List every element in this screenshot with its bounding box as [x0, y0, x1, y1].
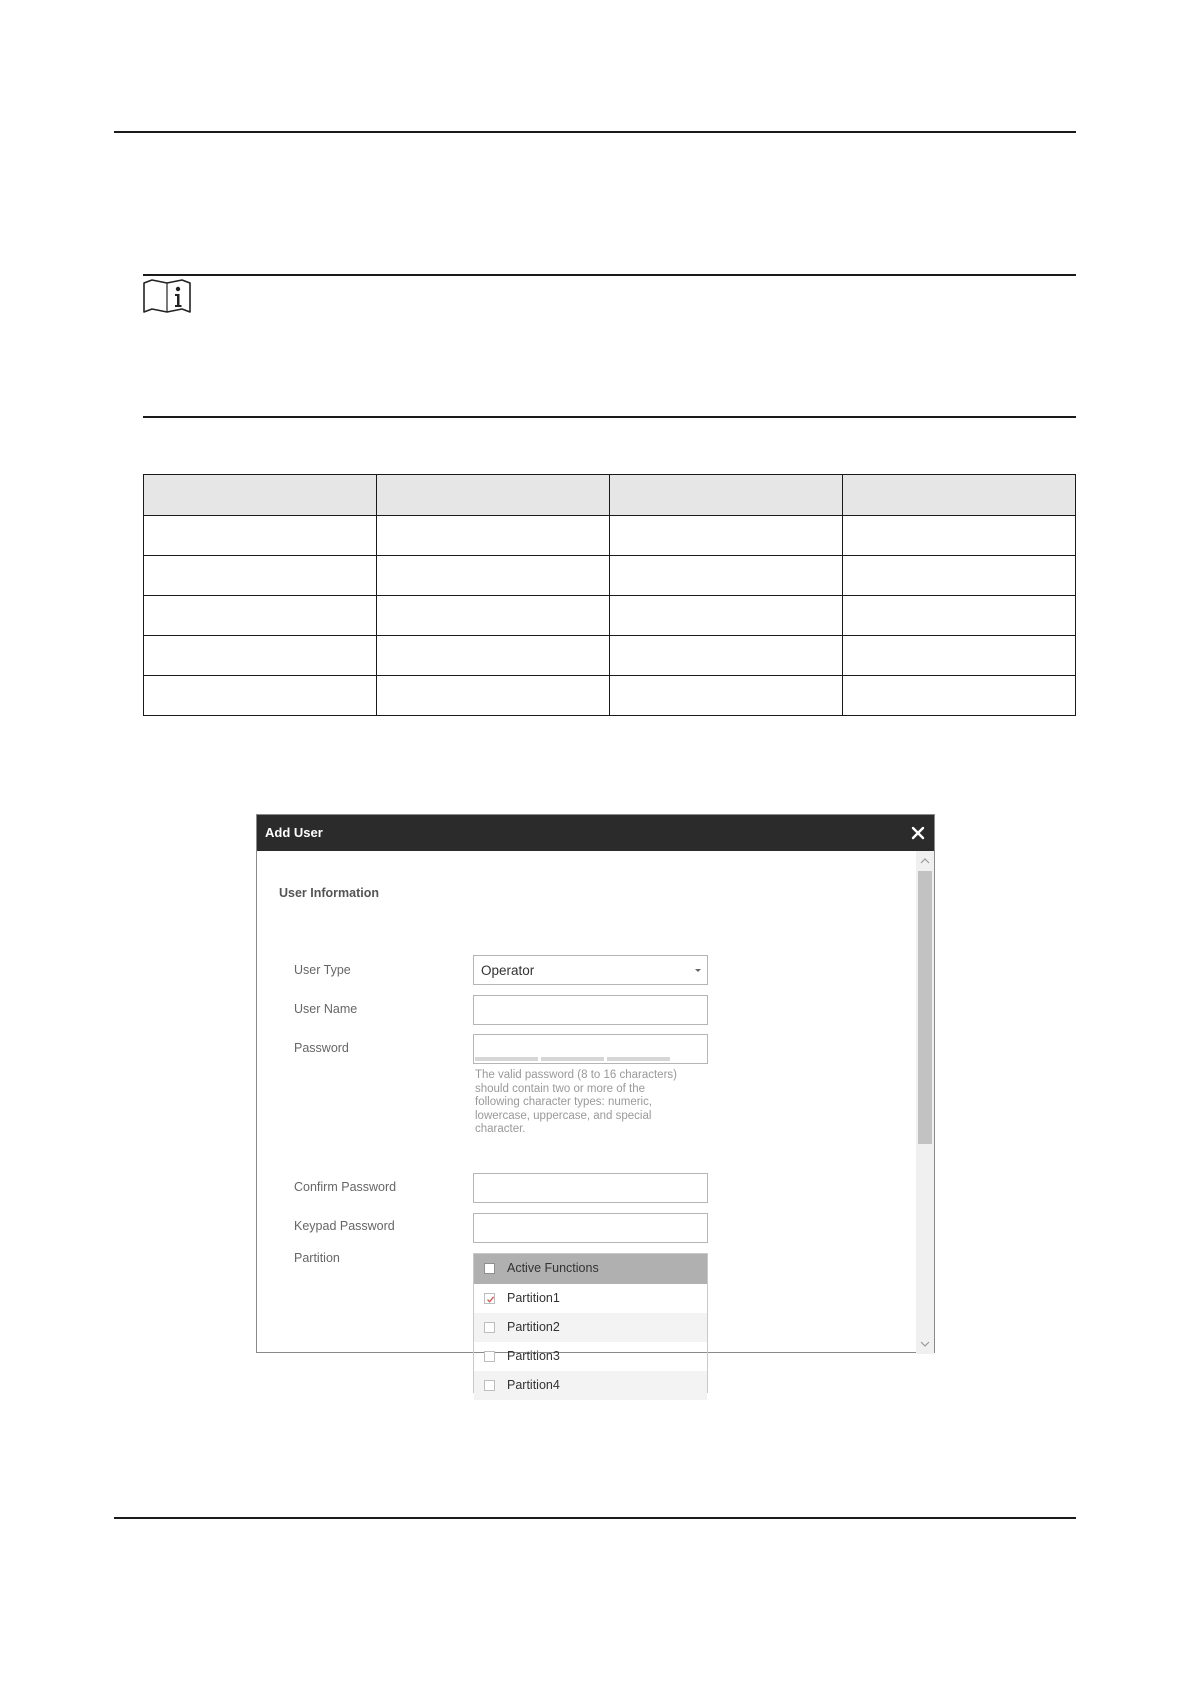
- table-cell: [843, 596, 1076, 636]
- user-type-select[interactable]: [473, 955, 708, 985]
- table-row: [144, 516, 1076, 556]
- table-cell: [377, 596, 610, 636]
- check-icon: [486, 1295, 495, 1304]
- user-name-label: User Name: [294, 1002, 358, 1016]
- partition-list: [473, 1253, 708, 1393]
- list-item[interactable]: [474, 1313, 707, 1342]
- page-footer-rule: [114, 1517, 1076, 1519]
- table-row: [144, 676, 1076, 716]
- user-type-value: Operator: [481, 963, 535, 978]
- chevron-down-icon: [695, 969, 701, 972]
- table-header-cell: [144, 475, 377, 516]
- list-item[interactable]: [474, 1284, 707, 1313]
- table-cell: [377, 516, 610, 556]
- page-header-rule: [114, 131, 1076, 133]
- list-item-label: Partition4: [507, 1377, 560, 1392]
- password-strength-segment: [607, 1057, 670, 1061]
- close-icon[interactable]: [910, 825, 926, 841]
- list-header-label: Active Functions: [507, 1261, 599, 1275]
- table-cell: [144, 676, 377, 716]
- table-header-cell: [610, 475, 843, 516]
- section-title: User Information: [279, 886, 380, 900]
- table-header-row: [144, 475, 1076, 516]
- table-cell: [377, 556, 610, 596]
- password-strength-segment: [541, 1057, 604, 1061]
- dialog-scrollbar[interactable]: [916, 851, 934, 1354]
- table-cell: [377, 636, 610, 676]
- note-book-icon: [143, 279, 191, 315]
- note-top-rule: [143, 274, 1076, 276]
- table-cell: [610, 636, 843, 676]
- partition4-checkbox[interactable]: [484, 1380, 495, 1391]
- table-cell: [610, 556, 843, 596]
- chevron-down-icon[interactable]: [920, 1340, 930, 1348]
- dialog-body: [257, 851, 917, 1392]
- confirm-password-label: Confirm Password: [294, 1180, 397, 1194]
- note-bottom-rule: [143, 416, 1076, 418]
- list-item[interactable]: [474, 1342, 707, 1371]
- table-header-cell: [377, 475, 610, 516]
- table-row: [144, 556, 1076, 596]
- password-label: Password: [294, 1041, 349, 1055]
- table-cell: [377, 676, 610, 716]
- list-item[interactable]: [474, 1371, 707, 1400]
- table-cell: [610, 516, 843, 556]
- table-cell: [144, 596, 377, 636]
- partition1-checkbox[interactable]: [484, 1293, 495, 1304]
- partition-label: Partition: [294, 1251, 340, 1265]
- user-name-input[interactable]: [473, 995, 708, 1025]
- confirm-password-input[interactable]: [473, 1173, 708, 1203]
- content-table: [143, 474, 1076, 716]
- keypad-password-label: Keypad Password: [294, 1219, 395, 1233]
- table-cell: [144, 516, 377, 556]
- table-row: [144, 636, 1076, 676]
- dialog-header: [257, 815, 934, 851]
- add-user-dialog: [256, 814, 935, 1392]
- table-cell: [610, 596, 843, 636]
- partition3-checkbox[interactable]: [484, 1351, 495, 1362]
- password-hint: The valid password (8 to 16 characters) should contain two or more of the following character types: numeric, lowercase, uppercase, and special character.: [475, 1069, 677, 1135]
- table-cell: [843, 676, 1076, 716]
- dialog-title: Add User: [265, 825, 323, 840]
- partition2-checkbox[interactable]: [484, 1322, 495, 1333]
- password-strength-segment: [475, 1057, 538, 1061]
- chevron-up-icon[interactable]: [920, 857, 930, 865]
- user-type-label: User Type: [294, 963, 351, 977]
- table-cell: [843, 556, 1076, 596]
- table-cell: [843, 516, 1076, 556]
- table-cell: [610, 676, 843, 716]
- table-cell: [144, 556, 377, 596]
- list-item-label: Partition2: [507, 1319, 560, 1334]
- table-row: [144, 596, 1076, 636]
- active-functions-header[interactable]: [474, 1254, 707, 1284]
- list-item-label: Partition3: [507, 1348, 560, 1363]
- keypad-password-input[interactable]: [473, 1213, 708, 1243]
- select-all-checkbox[interactable]: [484, 1263, 495, 1274]
- scrollbar-thumb[interactable]: [918, 871, 932, 1144]
- table-cell: [144, 636, 377, 676]
- list-item-label: Partition1: [507, 1290, 560, 1305]
- table-cell: [843, 636, 1076, 676]
- table-header-cell: [843, 475, 1076, 516]
